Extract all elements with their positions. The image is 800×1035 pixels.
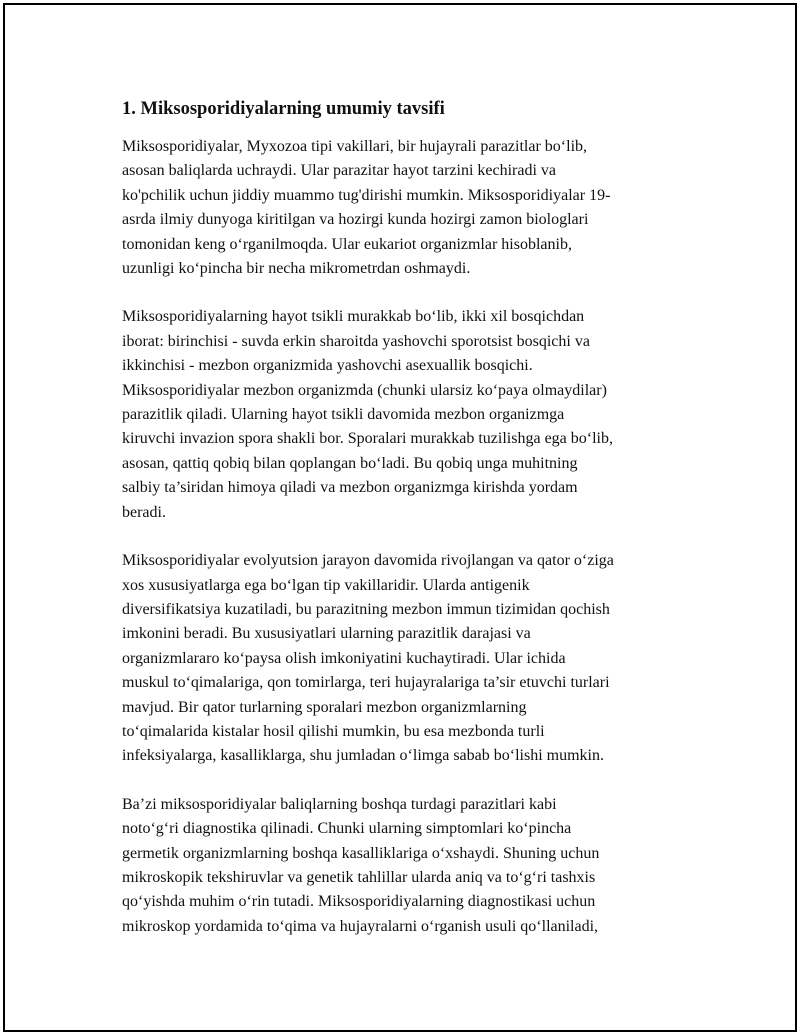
text-line: to‘qimalarida kistalar hosil qilishi mumkin, bu esa mezbonda turli — [122, 722, 545, 740]
text-line: ikkinchisi - mezbon organizmida yashovchi asexuallik bosqichi. — [122, 357, 533, 375]
text-line: mikroskop yordamida to‘qima va hujayralarni o‘rganish usuli qo‘llaniladi, — [122, 917, 599, 935]
text-line: Miksosporidiyalar, Myxozoa tipi vakillari, bir hujayrali parazitlar bo‘lib, — [122, 138, 588, 155]
text-line: ko'pchilik uchun jiddiy muammo tug'dirishi mumkin. Miksosporidiyalar 19- — [122, 186, 611, 204]
text-line: mavjud. Bir qator turlarning sporalari mezbon organizmlarning — [122, 698, 527, 716]
text-line: Miksosporidiyalar mezbon organizmda (chunki ularsiz ko‘paya olmaydilar) — [122, 381, 607, 399]
text-line: asrda ilmiy dunyoga kiritilgan va hozirgi kunda hozirgi zamon biologlari — [122, 211, 589, 229]
text-line: salbiy ta’siridan himoya qiladi va mezbon organizmga kirishda yordam — [122, 479, 578, 497]
text-line: muskul to‘qimalariga, qon tomirlarga, teri hujayralariga ta’sir etuvchi turlari — [122, 674, 610, 692]
paragraph-4 — [122, 793, 707, 939]
document-page — [3, 3, 797, 1032]
text-line: beradi. — [122, 503, 166, 521]
text-line: germetik organizmlarning boshqa kasalliklariga o‘xshaydi. Shuning uchun — [122, 844, 600, 862]
text-line: asosan baliqlarda uchraydi. Ular parazitar hayot tarzini kechiradi va — [122, 162, 557, 180]
text-line: asosan, qattiq qobiq bilan qoplangan bo‘ladi. Bu qobiq unga muhitning — [122, 454, 578, 472]
text-line: noto‘g‘ri diagnostika qilinadi. Chunki ularning simptomlari ko‘pincha — [122, 820, 572, 838]
text-line: infeksiyalarga, kasalliklarga, shu jumladan o‘limga sabab bo‘lishi mumkin. — [122, 747, 604, 765]
section-heading: 1. Miksosporidiyalarning umumiy tavsifi — [122, 99, 445, 119]
text-line: mikroskopik tekshiruvlar va genetik tahlillar ularda aniq va to‘g‘ri tashxis — [122, 868, 596, 886]
text-line: uzunligi ko‘pincha bir necha mikrometrdan oshmaydi. — [122, 260, 471, 278]
text-line: Ba’zi miksosporidiyalar baliqlarning boshqa turdagi parazitlari kabi — [122, 795, 557, 813]
paragraph-2 — [122, 305, 707, 525]
text-line: qo‘yishda muhim o‘rin tutadi. Miksosporidiyalarning diagnostikasi uchun — [122, 893, 596, 911]
paragraph-1 — [122, 135, 707, 281]
text-line: Miksosporidiyalar evolyutsion jarayon davomida rivojlangan va qator o‘ziga — [122, 552, 614, 570]
text-line: Miksosporidiyalarning hayot tsikli murakkab bo‘lib, ikki xil bosqichdan — [122, 308, 585, 326]
text-line: organizmlararo ko‘paysa olish imkoniyatini kuchaytiradi. Ular ichida — [122, 649, 566, 667]
text-line: parazitlik qiladi. Ularning hayot tsikli davomida mezbon organizmga — [122, 406, 565, 424]
text-line: iborat: birinchisi - suvda erkin sharoitda yashovchi sporotsist bosqichi va — [122, 332, 590, 350]
text-line: xos xususiyatlarga ega bo‘lgan tip vakillaridir. Ularda antigenik — [122, 576, 530, 594]
text-line: diversifikatsiya kuzatiladi, bu parazitning mezbon immun tizimidan qochish — [122, 600, 610, 618]
text-line: tomonidan keng o‘rganilmoqda. Ular eukariot organizmlar hisoblanib, — [122, 235, 572, 253]
text-line: kiruvchi invazion spora shakli bor. Sporalari murakkab tuzilishga ega bo‘lib, — [122, 430, 613, 448]
text-line: imkonini beradi. Bu xususiyatlari ularning parazitlik darajasi va — [122, 625, 531, 643]
document-body — [122, 97, 707, 963]
paragraph-3 — [122, 549, 707, 769]
